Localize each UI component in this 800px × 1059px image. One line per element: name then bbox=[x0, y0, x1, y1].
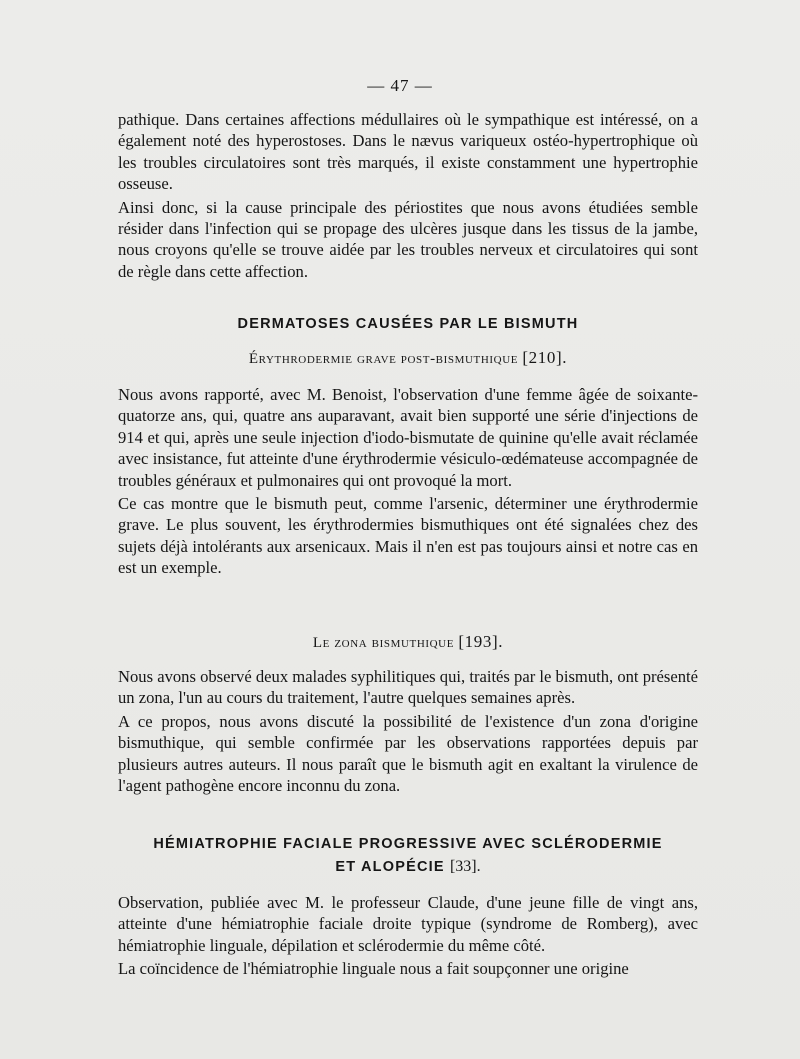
paragraph-text: Ainsi donc, si la cause principale des périostites que nous avons étudiées semble résider dans l'infection qui se propage des ulcères jusque dans les tissus de la jambe, nous croyons qu'elle se trouve aidée par les troubles nerveux et circulatoires qui sont de règle dans cette affection. bbox=[118, 197, 698, 281]
section-hemiatrophie bbox=[118, 834, 698, 878]
subsection-erythrodermie-body bbox=[118, 384, 698, 579]
section-heading-line-2 bbox=[118, 856, 698, 878]
paragraph: A ce propos, nous avons discuté la possibilité de l'existence d'un zona d'origine bismuthique, qui semble confirmée par les observations rapportées depuis par plusieurs autres auteurs. Il nous paraît que le bismuth agit en exaltant la virulence de l'agent pathogène encore inconnu du zona. bbox=[118, 711, 698, 796]
subsection-zona-body bbox=[118, 666, 698, 796]
section-heading-text: ET ALOPÉCIE bbox=[335, 859, 445, 875]
paragraph: Ce cas montre que le bismuth peut, comme l'arsenic, déterminer une érythrodermie grave. Le plus souvent, les érythrodermies bismuthiques ont été signalées chez des sujets déjà intolérants aux arsenicaux. Mais il n'en est pas toujours ainsi et notre cas en est un exemple. bbox=[118, 494, 698, 578]
paragraph: Observation, publiée avec M. le professeur Claude, d'une jeune fille de vingt ans, atteinte d'une hémiatrophie faciale droite typique (syndrome de Romberg), avec hémiatrophie linguale, dépilation et sclérodermie du même côté. bbox=[118, 893, 698, 955]
paragraph: La coïncidence de l'hémiatrophie linguale nous a fait soupçonner une origine bbox=[118, 959, 629, 979]
paragraph: Nous avons observé deux malades syphilitiques qui, traités par le bismuth, ont présenté un zona, l'un au cours du traitement, l'autre quelques semaines après. bbox=[118, 667, 698, 708]
paragraph: pathique. Dans certaines affections médullaires où le sympathique est intéressé, on a également noté des hyperostoses. Dans le nævus variqueux ostéo-hypertrophique où les troubles circulatoires sont très marqués, il existe constamment une hypertrophie osseuse. bbox=[118, 110, 698, 194]
reference-number: [33]. bbox=[449, 858, 481, 875]
page-number: — 47 — bbox=[367, 76, 433, 95]
subsection-zona-heading-block bbox=[118, 632, 698, 652]
subsection-heading bbox=[118, 348, 698, 368]
reference-number: [210]. bbox=[522, 348, 568, 367]
subsection-title: Le zona bismuthique bbox=[312, 635, 455, 651]
section-heading-line-1: HÉMIATROPHIE FACIALE PROGRESSIVE AVEC SCLÉRODERMIE bbox=[153, 836, 663, 852]
section-hemiatrophie-body bbox=[118, 892, 698, 980]
intro-text bbox=[118, 109, 698, 282]
paragraph: Nous avons rapporté, avec M. Benoist, l'observation d'une femme âgée de soixante-quatorze ans, qui, quatre ans auparavant, avait bien supporté une série d'injections de 914 et qui, après une seule injection d'iodo-bismutate de quinine qu'elle avait réclamée avec insistance, fut atteinte d'une érythrodermie vésiculo-œdémateuse accompagnée de troubles généraux et pulmonaires qui ont provoqué la mort. bbox=[118, 385, 698, 490]
subsection-heading bbox=[118, 632, 698, 652]
section-dermatoses bbox=[118, 314, 698, 368]
reference-number: [193]. bbox=[458, 632, 504, 651]
paragraph bbox=[118, 197, 698, 283]
subsection-title: Érythrodermie grave post-bismuthique bbox=[248, 351, 519, 367]
section-heading: DERMATOSES CAUSÉES PAR LE BISMUTH bbox=[237, 316, 579, 332]
